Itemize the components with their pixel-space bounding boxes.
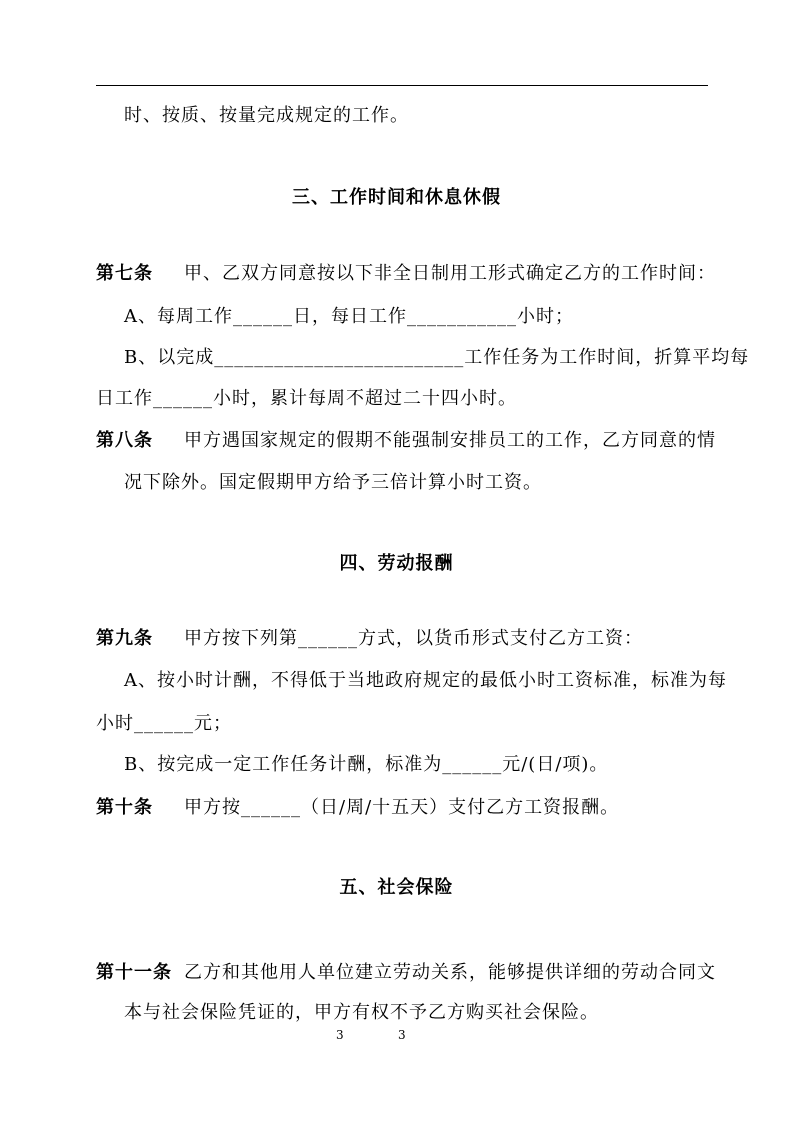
article-text: 甲方按下列第______方式，以货币形式支付乙方工资：	[184, 628, 643, 649]
section-heading: 三、工作时间和休息休假	[292, 187, 501, 208]
article-number: 第九条	[96, 628, 153, 649]
page-number-left: 3	[336, 1028, 344, 1042]
article-line	[96, 796, 619, 820]
text-line: A、每周工作______日，每日工作___________小时；	[124, 306, 574, 327]
article-number: 第十一条	[96, 962, 172, 983]
text-line: 本与社会保险凭证的，甲方有权不予乙方购买社会保险。	[124, 1002, 599, 1023]
article-line	[96, 627, 643, 651]
text-line: 小时______元；	[96, 713, 232, 734]
text-line: B、按完成一定工作任务计酬，标准为______元/(日/项)。	[124, 754, 609, 775]
article-line	[96, 262, 716, 286]
article-line	[96, 429, 716, 453]
text-line: 况下除外。国定假期甲方给予三倍计算小时工资。	[124, 472, 542, 493]
text-line: 日工作______小时，累计每周不超过二十四小时。	[96, 388, 517, 409]
article-number: 第十条	[96, 797, 153, 818]
article-number: 第八条	[96, 430, 153, 451]
section-heading: 四、劳动报酬	[339, 553, 454, 574]
article-text: 甲、乙双方同意按以下非全日制用工形式确定乙方的工作时间：	[184, 263, 716, 284]
article-text: 甲方按______（日/周/十五天）支付乙方工资报酬。	[184, 797, 620, 818]
text-line: 时、按质、按量完成规定的工作。	[124, 105, 409, 126]
text-line: A、按小时计酬，不得低于当地政府规定的最低小时工资标准，标准为每	[124, 670, 727, 691]
section-heading: 五、社会保险	[339, 877, 454, 898]
article-text: 乙方和其他用人单位建立劳动关系，能够提供详细的劳动合同文	[184, 962, 716, 983]
page-number-right: 3	[398, 1028, 406, 1042]
article-line	[96, 961, 716, 985]
article-number: 第七条	[96, 263, 153, 284]
article-text: 甲方遇国家规定的假期不能强制安排员工的工作，乙方同意的情	[184, 430, 716, 451]
text-line: B、以完成_________________________工作任务为工作时间，折算平均每	[124, 347, 750, 368]
header-rule	[96, 85, 708, 86]
